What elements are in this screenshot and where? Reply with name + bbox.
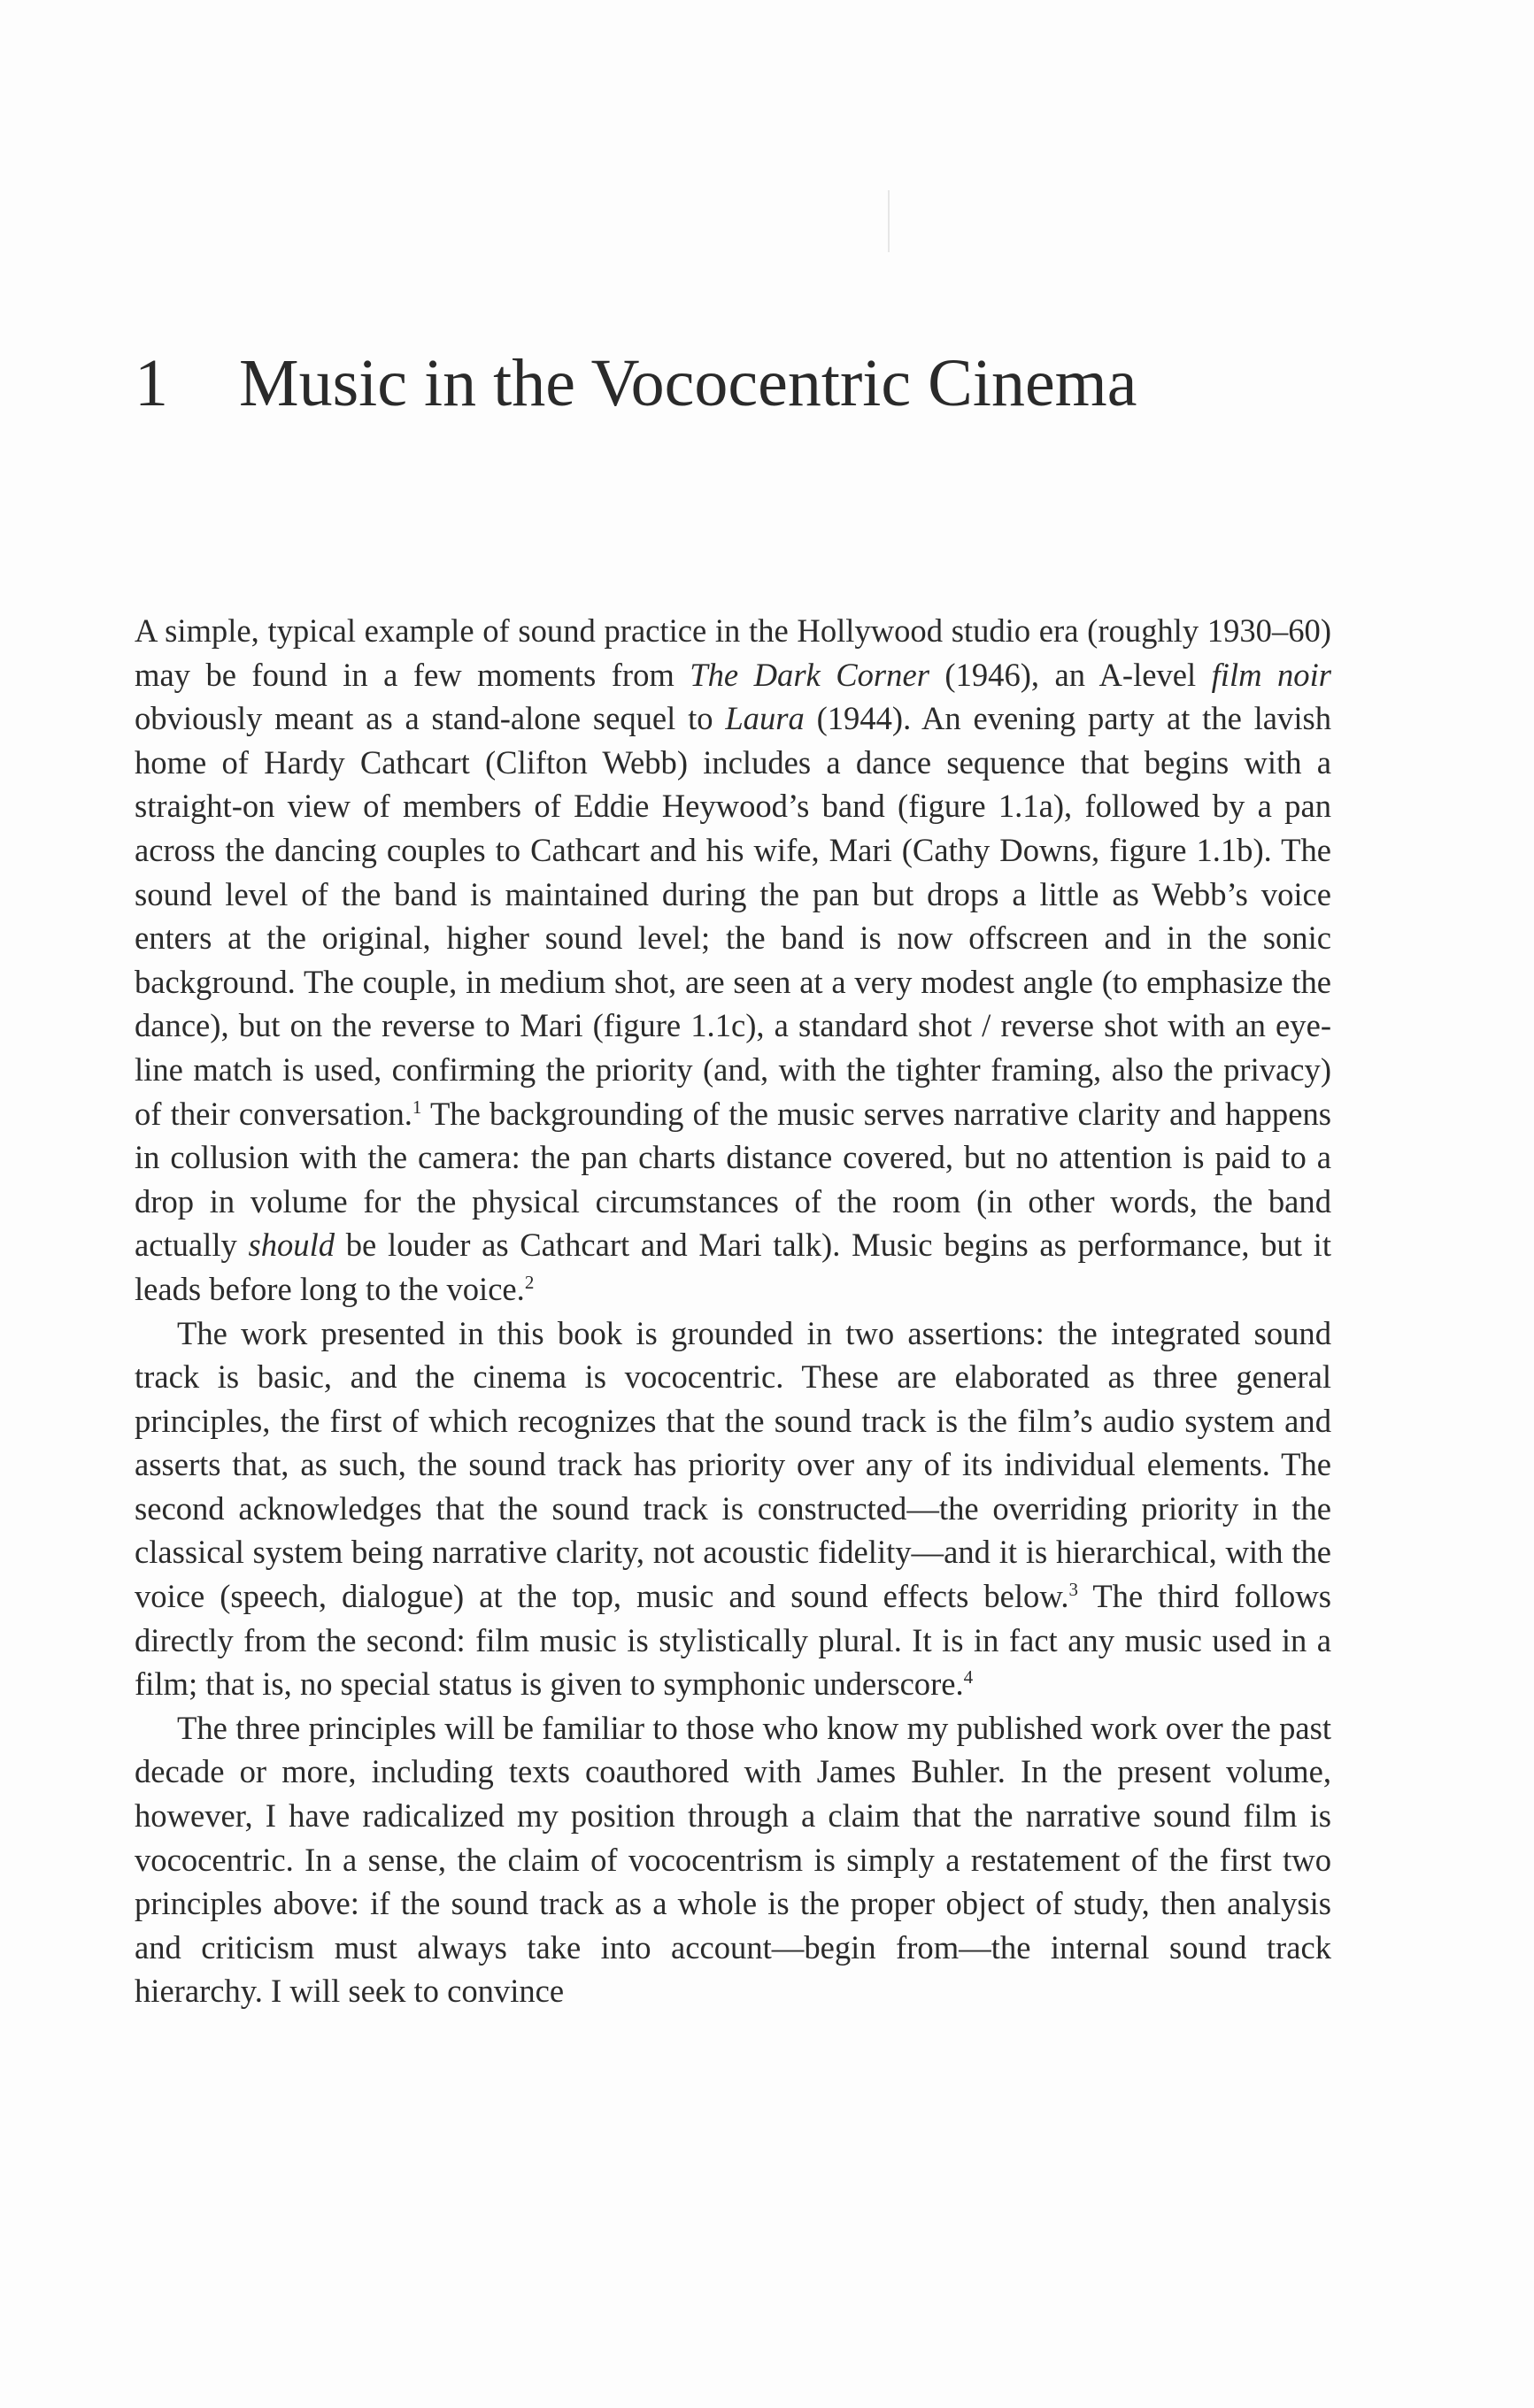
text-run: A simple, typical example of sound practice in the Hollywood studio era (roughly 1930–60) may be found in a few moments from: [135, 612, 1331, 693]
text-run: The three principles will be familiar to those who know my published work over the past decade or more, including texts coauthored with James Buhler. In the present volume, however, I have radicalized my position through a claim that the narrative sound film is vococentric. In a sense, the claim of vococentrism is simply a restatement of the first two principles above: if the sound track as a whole is the proper object of study, then analysis and criticism must always take into account—begin from—the internal sound track hierarchy. I will seek to convince: [135, 1709, 1331, 2010]
text-run: be louder as Cathcart and Mari talk). Music begins as performance, but it leads before long to the voice.: [135, 1227, 1332, 1307]
footnote-marker: 1: [412, 1096, 422, 1118]
footnote-marker: 3: [1068, 1578, 1079, 1600]
chapter-body: [135, 609, 1331, 2013]
italic-text: should: [248, 1227, 335, 1264]
chapter-number: 1: [135, 346, 168, 420]
paragraph-3: [135, 1706, 1331, 2013]
chapter-title: Music in the Vococentric Cinema: [239, 346, 1137, 420]
footnote-marker: 4: [963, 1666, 974, 1689]
text-run: (1946), an A-level: [929, 656, 1212, 693]
footnote-marker: 2: [524, 1271, 535, 1293]
chapter-heading: [135, 347, 1137, 421]
text-run: (1944). An evening party at the lavish home of Hardy Cathcart (Clifton Webb) includes a dance sequence that begins with a straight-on view of members of Eddie Heywood’s band (figure 1.1a), followed by a pan across the dancing couples to Cathcart and his wife, Mari (Cathy Downs, figure 1.1b). The sound level of the band is maintained during the pan but drops a little as Webb’s voice enters at the original, higher sound level; the band is now offscreen and in the sonic background. The couple, in medium shot, are seen at a very modest angle (to emphasize the dance), but on the reverse to Mari (figure 1.1c), a standard shot / reverse shot with an eyeline match is used, confirming the priority (and, with the tighter framing, also the privacy) of their conversation.: [135, 700, 1332, 1132]
text-run: The backgrounding of the music serves narrative clarity and happens in collusion with the camera: the pan charts distance covered, but no attention is paid to a drop in volume for the physical circumstances of the room (in other words, the band actually: [135, 1095, 1331, 1264]
text-run: obviously meant as a stand-alone sequel to: [135, 700, 726, 737]
scan-artifact: [888, 190, 890, 252]
italic-text: Laura: [725, 700, 805, 737]
text-run: The work presented in this book is grounded in two assertions: the integrated sound track is basic, and the cinema is vococentric. These are elaborated as three general principles, the first of which recognizes that the sound track is the film’s audio system and asserts that, as such, the sound track has priority over any of its individual elements. The second acknowledges that the sound track is constructed—the overriding priority in the classical system being narrative clarity, not acoustic fidelity—and it is hierarchical, with the voice (speech, dialogue) at the top, music and sound effects below.: [135, 1314, 1331, 1615]
italic-text: film noir: [1211, 656, 1331, 693]
paragraph-2: [135, 1312, 1331, 1706]
italic-text: The Dark Corner: [690, 656, 929, 693]
paragraph-1: [135, 609, 1331, 1312]
text-run: The third follows directly from the second: film music is stylistically plural. It is in fact any music used in a film; that is, no special status is given to symphonic underscore.: [135, 1578, 1331, 1703]
